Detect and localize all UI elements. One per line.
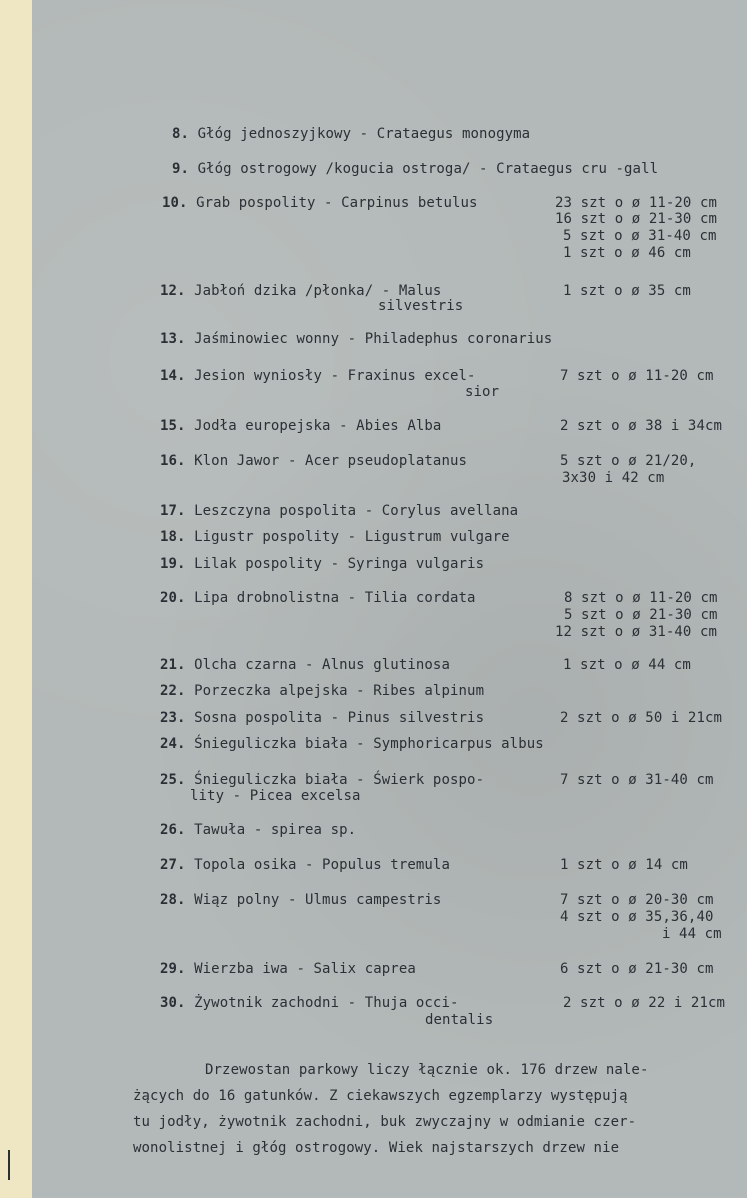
list-item: 21. Olcha czarna - Alnus glutinosa (160, 657, 450, 673)
list-item-continuation: sior (465, 384, 500, 400)
quantity: 2 szt o ø 38 i 34cm (560, 418, 723, 434)
paragraph-line: żących do 16 gatunków. Z ciekawszych egzemplarzy występują (133, 1088, 628, 1104)
list-item: 8. Głóg jednoszyjkowy - Crataegus monogyma (172, 126, 531, 142)
list-item-continuation: lity - Picea excelsa (190, 788, 361, 804)
list-item: 27. Topola osika - Populus tremula (160, 857, 450, 873)
quantity: 7 szt o ø 20-30 cm (560, 892, 714, 908)
quantity: i 44 cm (662, 926, 722, 942)
list-item: 17. Leszczyna pospolita - Corylus avellana (160, 503, 519, 519)
quantity: 16 szt o ø 21-30 cm (555, 211, 718, 227)
paragraph-line: wonolistnej i głóg ostrogowy. Wiek najstarszych drzew nie (133, 1140, 620, 1156)
quantity: 12 szt o ø 31-40 cm (555, 624, 718, 640)
list-item: 22. Porzeczka alpejska - Ribes alpinum (160, 683, 485, 699)
list-item: 20. Lipa drobnolistna - Tilia cordata (160, 590, 476, 606)
list-item: 13. Jaśminowiec wonny - Philadephus coronarius (160, 331, 553, 347)
quantity: 8 szt o ø 11-20 cm (564, 590, 718, 606)
list-item-continuation: dentalis (425, 1012, 494, 1028)
list-item: 16. Klon Jawor - Acer pseudoplatanus (160, 453, 468, 469)
list-item: 23. Sosna pospolita - Pinus silvestris (160, 710, 485, 726)
list-item: 25. Śnieguliczka biała - Świerk pospo- (160, 772, 485, 788)
quantity: 2 szt o ø 22 i 21cm (563, 995, 726, 1011)
quantity: 1 szt o ø 44 cm (563, 657, 691, 673)
list-item: 28. Wiąz polny - Ulmus campestris (160, 892, 442, 908)
quantity: 1 szt o ø 14 cm (560, 857, 688, 873)
quantity: 7 szt o ø 11-20 cm (560, 368, 714, 384)
paragraph-line: Drzewostan parkowy liczy łącznie ok. 176 drzew nale- (205, 1062, 649, 1078)
quantity: 1 szt o ø 46 cm (563, 245, 691, 261)
quantity: 2 szt o ø 50 i 21cm (560, 710, 723, 726)
quantity: 3x30 i 42 cm (562, 470, 665, 486)
paragraph-line: tu jodły, żywotnik zachodni, buk zwyczajny w odmianie czer- (133, 1114, 637, 1130)
list-item: 15. Jodła europejska - Abies Alba (160, 418, 442, 434)
list-item: 12. Jabłoń dzika /płonka/ - Malus (160, 283, 442, 299)
list-item: 14. Jesion wyniosły - Fraxinus excel- (160, 368, 476, 384)
list-item: 10. Grab pospolity - Carpinus betulus (162, 195, 478, 211)
quantity: 5 szt o ø 21/20, (560, 453, 697, 469)
list-item: 9. Głóg ostrogowy /kogucia ostroga/ - Crataegus cru -gall (172, 161, 659, 177)
quantity: 6 szt o ø 21-30 cm (560, 961, 714, 977)
list-item: 30. Żywotnik zachodni - Thuja occi- (160, 995, 459, 1011)
quantity: 5 szt o ø 31-40 cm (563, 228, 717, 244)
list-item: 29. Wierzba iwa - Salix caprea (160, 961, 416, 977)
list-item: 19. Lilak pospolity - Syringa vulgaris (160, 556, 485, 572)
quantity: 23 szt o ø 11-20 cm (555, 195, 718, 211)
quantity: 1 szt o ø 35 cm (563, 283, 691, 299)
quantity: 5 szt o ø 21-30 cm (564, 607, 718, 623)
list-item-continuation: silvestris (378, 298, 464, 314)
list-item: 24. Śnieguliczka biała - Symphoricarpus albus (160, 736, 544, 752)
quantity: 7 szt o ø 31-40 cm (560, 772, 714, 788)
quantity: 4 szt o ø 35,36,40 (560, 909, 714, 925)
margin-mark (8, 1150, 10, 1180)
list-item: 26. Tawuła - spirea sp. (160, 822, 357, 838)
list-item: 18. Ligustr pospolity - Ligustrum vulgare (160, 529, 510, 545)
